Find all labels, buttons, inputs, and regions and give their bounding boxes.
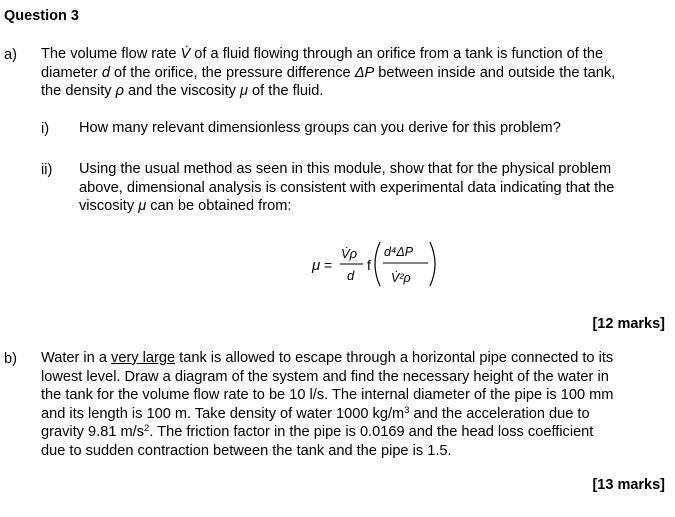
math-symbol: V̇ — [180, 46, 191, 62]
part-b-marks: [13 marks] — [592, 477, 665, 493]
part-a-text — [41, 45, 666, 101]
question-title: Question 3 — [4, 8, 79, 24]
formula-equals: = — [324, 257, 333, 273]
text-line: above, dimensional analysis is consistent with experimental data indicating that the — [79, 179, 615, 196]
sub-ii-label: ii) — [41, 162, 53, 178]
text-line: diameter d of the orifice, the pressure difference ΔP between inside and outside the tank, — [41, 64, 616, 81]
text-line: the tank for the volume flow rate to be 10 l/s. The internal diameter of the pipe is 100 mm — [41, 387, 614, 404]
text-line: viscosity μ can be obtained from: — [79, 198, 292, 215]
text-line: The volume flow rate V̇ of a fluid flowing through an orifice from a tank is function of the — [41, 46, 604, 62]
formula-lhs: μ — [312, 257, 321, 274]
formula-right-paren — [430, 242, 435, 286]
formula-frac-den: d — [347, 268, 355, 283]
text-line: the density ρ and the viscosity μ of the fluid. — [41, 83, 324, 100]
part-a-label: a) — [4, 47, 17, 63]
math-symbol: ρ — [115, 83, 124, 100]
formula-inner-den: V̇²ρ — [391, 271, 411, 285]
viscosity-formula — [306, 236, 446, 294]
formula-frac-num: V̇ρ — [341, 246, 358, 261]
text-line: Using the usual method as seen in this module, show that for the physical problem — [79, 161, 612, 177]
superscript: 2 — [144, 423, 150, 435]
text-line: Water in a very large tank is allowed to escape through a horizontal pipe connected to its — [41, 350, 614, 366]
part-b-label: b) — [4, 351, 17, 367]
math-symbol: ΔP — [354, 64, 375, 81]
superscript: 3 — [404, 404, 410, 416]
formula-left-paren — [375, 242, 380, 286]
underlined-emphasis: very large — [111, 350, 176, 366]
math-symbol: μ — [240, 83, 248, 100]
formula-inner-num: d⁴ΔP — [384, 245, 414, 259]
text-line: due to sudden contraction between the tank and the pipe is 1.5. — [41, 442, 452, 459]
sub-i-label: i) — [41, 121, 50, 137]
part-a-marks: [12 marks] — [592, 316, 665, 332]
text-line: and its length is 100 m. Take density of water 1000 $kg/m^3$ and the acceleration due to — [41, 404, 590, 422]
sub-ii-text — [79, 160, 666, 216]
math-symbol: d — [101, 64, 110, 81]
sub-i-text: How many relevant dimensionless groups can you derive for this problem? — [79, 120, 561, 136]
text-line: gravity 9.81 $m/s^2$. The friction factor in the pipe is 0.0169 and the head loss coefficient — [41, 423, 594, 441]
part-b-text — [41, 349, 666, 461]
math-symbol: μ — [138, 198, 147, 215]
formula-func: f — [367, 257, 371, 273]
text-line: lowest level. Draw a diagram of the system and find the necessary height of the water in — [41, 368, 609, 385]
